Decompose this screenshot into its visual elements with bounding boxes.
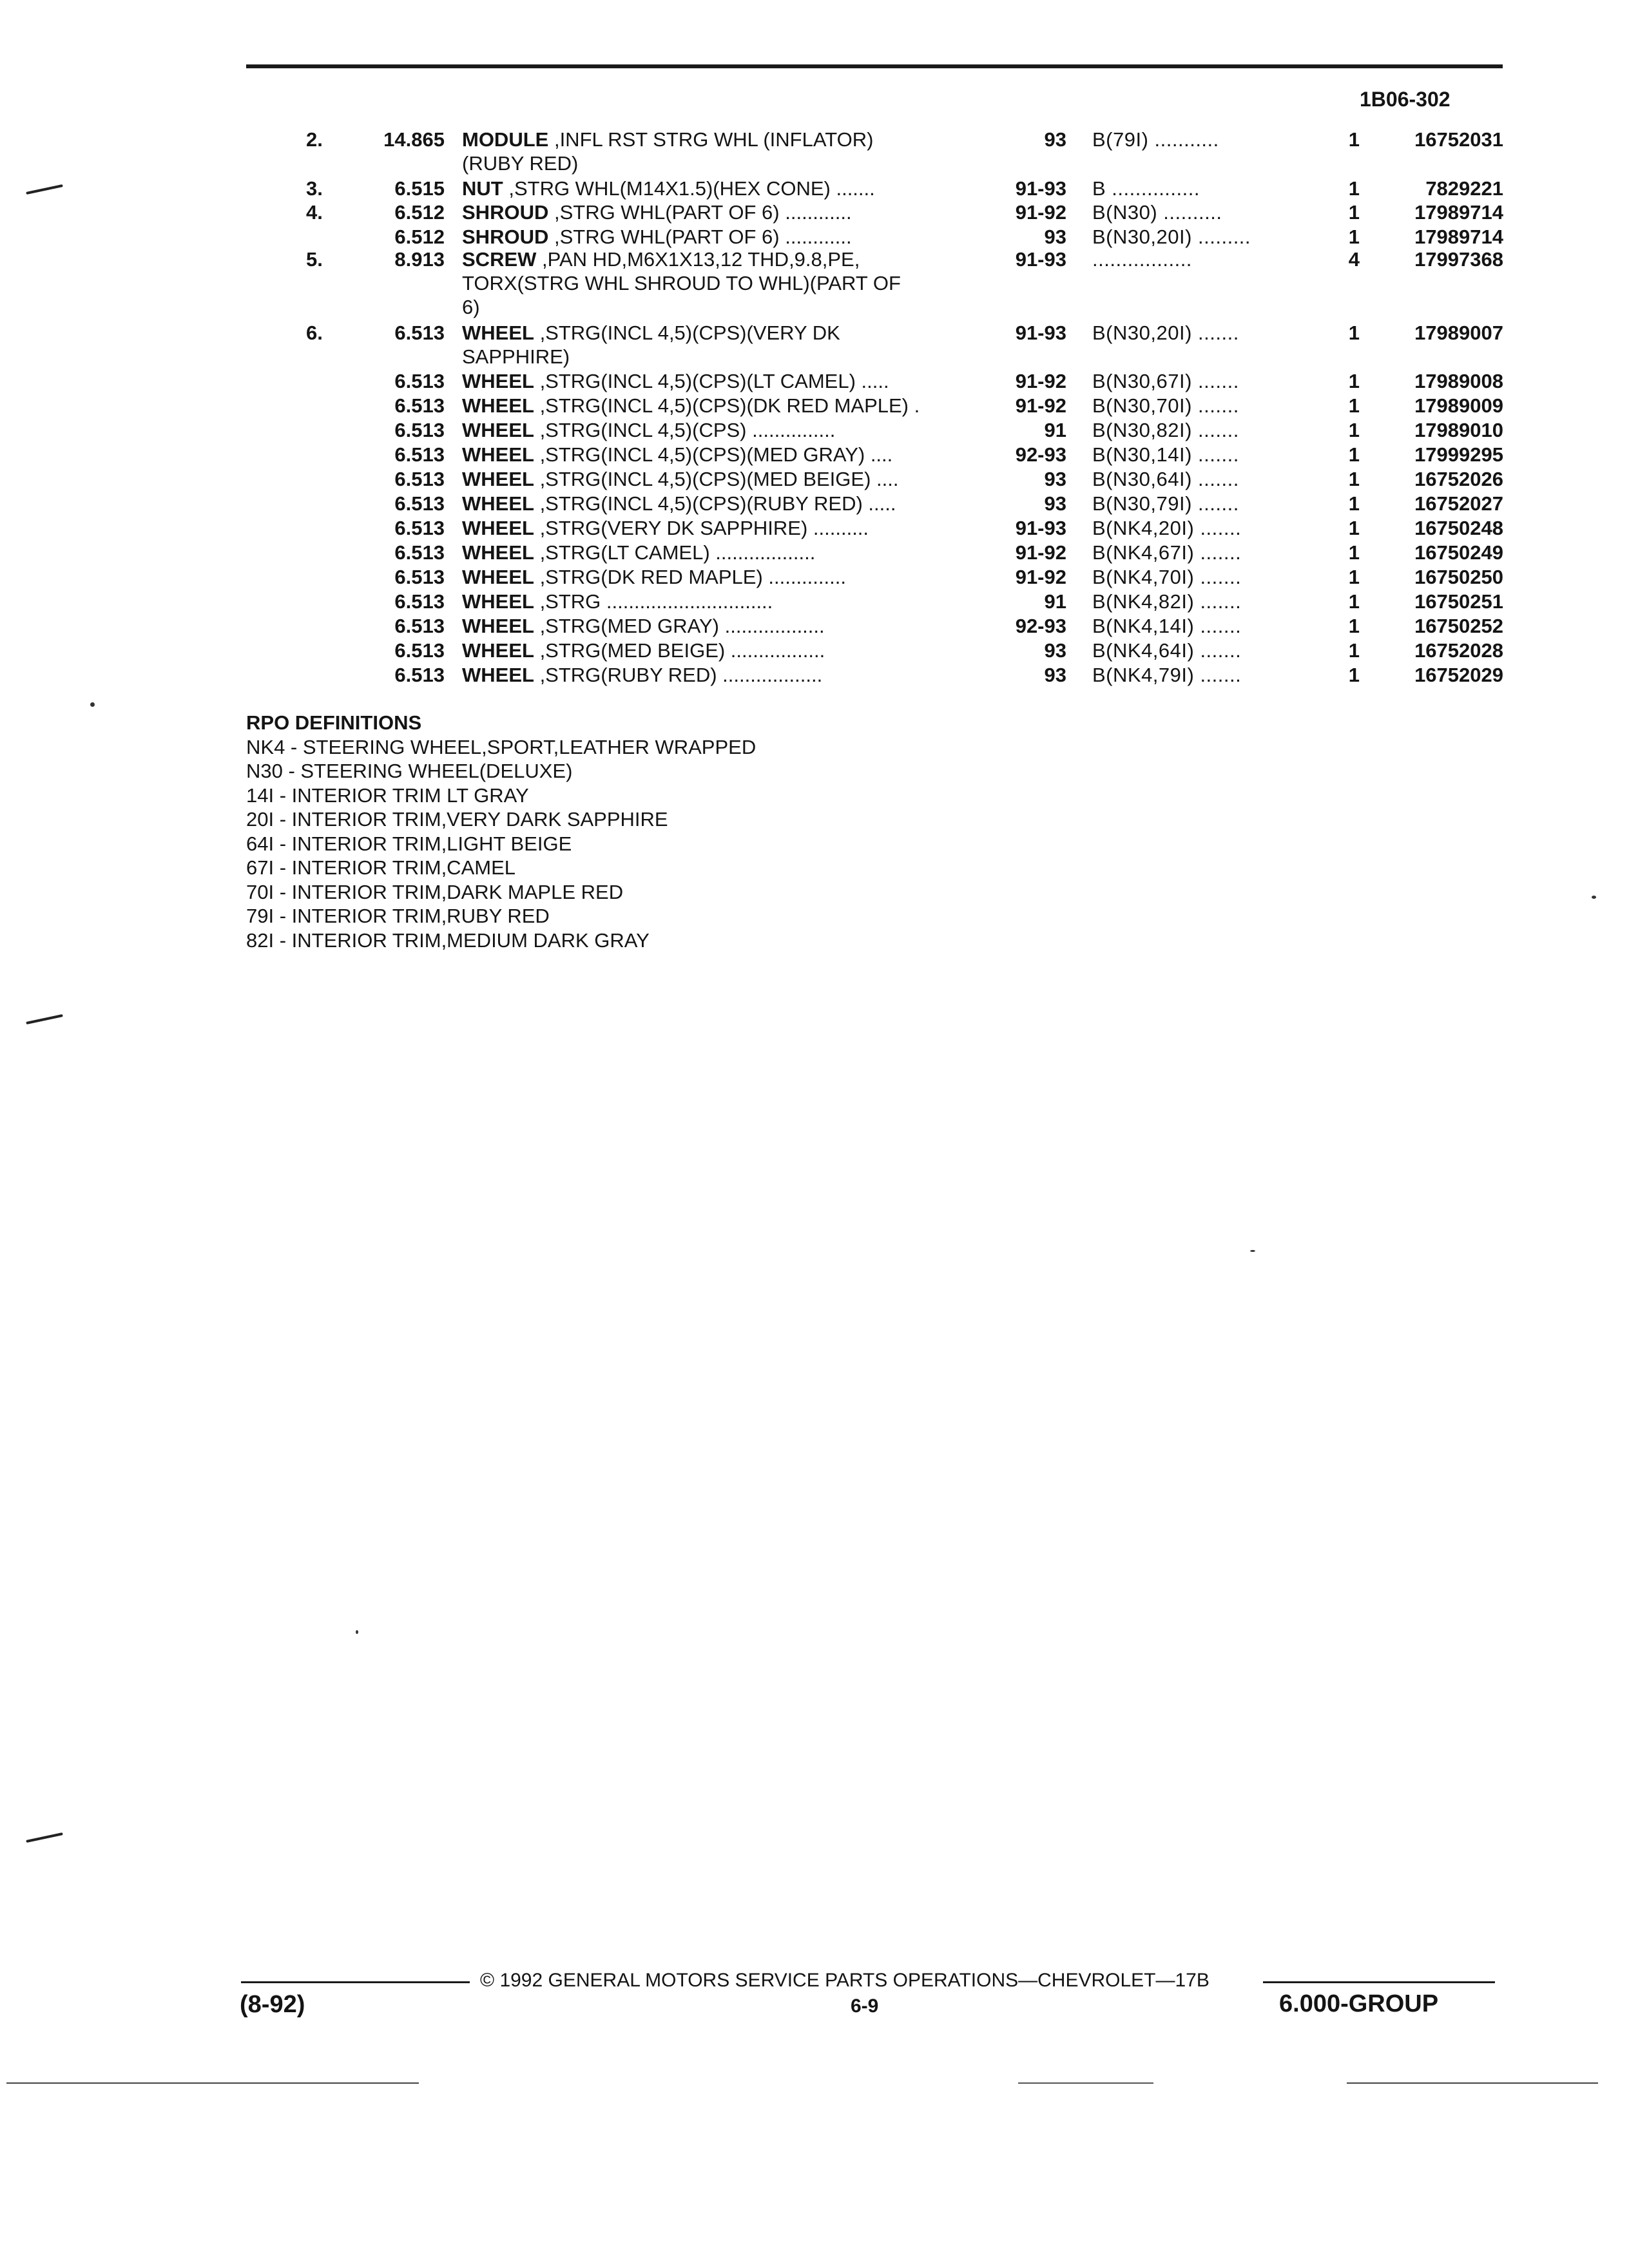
years: 91-92 (1015, 566, 1066, 588)
rpo-item: 70I - INTERIOR TRIM,DARK MAPLE RED (246, 880, 624, 903)
group-number: 6.513 (394, 664, 445, 686)
group-number: 8.913 (394, 248, 445, 271)
part-number: 16750250 (1414, 566, 1503, 588)
parts-row (293, 663, 1505, 687)
years: 93 (1044, 468, 1066, 490)
years: 91-92 (1015, 370, 1066, 392)
part-name: WHEEL (462, 590, 534, 613)
rpo-item: N30 - STEERING WHEEL(DELUXE) (246, 760, 573, 782)
part-name: WHEEL (462, 468, 534, 490)
model-code: B(N30,20I) ......... (1092, 226, 1251, 248)
part-spec: ,STRG(MED GRAY) .................. (539, 615, 825, 637)
model-code: B(NK4,20I) ....... (1092, 517, 1242, 539)
quantity: 1 (1348, 128, 1360, 151)
quantity: 1 (1348, 517, 1360, 539)
part-number: 16750248 (1414, 517, 1503, 539)
years: 91 (1044, 590, 1066, 613)
part-spec: ,STRG WHL(PART OF 6) ............ (554, 201, 852, 224)
rpo-item: NK4 - STEERING WHEEL,SPORT,LEATHER WRAPPED (246, 735, 757, 758)
scan-speck (90, 702, 95, 707)
part-spec: ,STRG(INCL 4,5)(CPS)(MED GRAY) .... (539, 443, 893, 466)
model-code: B(NK4,64I) ....... (1092, 639, 1242, 662)
footer-date: (8-92) (240, 1991, 305, 2018)
part-description-continued: TORX(STRG WHL SHROUD TO WHL)(PART OF (462, 272, 901, 294)
group-number: 6.512 (394, 201, 445, 224)
quantity: 4 (1348, 248, 1360, 271)
part-number: 16752027 (1414, 492, 1503, 515)
part-description (462, 177, 1029, 200)
part-description (462, 247, 1029, 319)
part-name: WHEEL (462, 664, 534, 686)
part-name: NUT (462, 177, 503, 200)
years: 91-93 (1015, 322, 1066, 344)
quantity: 1 (1348, 590, 1360, 613)
bottom-edge-line (1347, 2082, 1598, 2084)
parts-row (293, 541, 1505, 564)
bottom-edge-line (6, 2082, 419, 2084)
model-code: B(NK4,14I) ....... (1092, 615, 1242, 637)
footer-page-number: 6-9 (851, 1995, 879, 2017)
parts-row (293, 492, 1505, 515)
parts-row (293, 565, 1505, 589)
group-number: 14.865 (383, 128, 445, 151)
part-spec: ,STRG(INCL 4,5)(CPS)(VERY DK (539, 322, 840, 344)
part-number: 16752026 (1414, 468, 1503, 490)
part-number: 17989007 (1414, 322, 1503, 344)
model-code: B(N30,14I) ....... (1092, 443, 1239, 466)
model-code: B ............... (1092, 177, 1200, 200)
rpo-item: 79I - INTERIOR TRIM,RUBY RED (246, 905, 550, 927)
years: 91-92 (1015, 201, 1066, 224)
quantity: 1 (1348, 492, 1360, 515)
item-number: 4. (306, 201, 323, 224)
item-number: 5. (306, 248, 323, 271)
part-number: 17999295 (1414, 443, 1503, 466)
bottom-edge-line (1018, 2082, 1153, 2084)
part-spec: ,STRG(MED BEIGE) ................. (539, 639, 825, 662)
years: 93 (1044, 639, 1066, 662)
part-description (462, 369, 1029, 393)
parts-row (293, 177, 1505, 200)
part-spec: ,STRG WHL(M14X1.5)(HEX CONE) ....... (508, 177, 875, 200)
item-number: 3. (306, 177, 323, 200)
model-code: B(NK4,67I) ....... (1092, 541, 1242, 564)
years: 93 (1044, 226, 1066, 248)
footer-rule-left (241, 1981, 470, 1983)
model-code: B(N30,79I) ....... (1092, 492, 1239, 515)
rpo-item: 67I - INTERIOR TRIM,CAMEL (246, 856, 516, 879)
group-number: 6.513 (394, 419, 445, 441)
part-spec: ,STRG .............................. (539, 590, 773, 613)
model-code: ................. (1092, 248, 1192, 271)
part-description (462, 565, 1029, 589)
part-spec: ,STRG(LT CAMEL) .................. (539, 541, 816, 564)
part-description (462, 541, 1029, 564)
years: 93 (1044, 664, 1066, 686)
rpo-item: 64I - INTERIOR TRIM,LIGHT BEIGE (246, 832, 572, 855)
part-number: 17997368 (1414, 248, 1503, 271)
part-number: 16752029 (1414, 664, 1503, 686)
part-name: WHEEL (462, 419, 534, 441)
part-spec: ,STRG(INCL 4,5)(CPS)(DK RED MAPLE) . (539, 394, 920, 417)
part-description-continued: 6) (462, 296, 480, 318)
quantity: 1 (1348, 394, 1360, 417)
part-name: MODULE (462, 128, 549, 151)
footer-rule-right (1263, 1981, 1495, 1983)
years: 91-92 (1015, 541, 1066, 564)
quantity: 1 (1348, 468, 1360, 490)
rpo-title: RPO DEFINITIONS (246, 711, 422, 734)
part-description (462, 467, 1029, 491)
group-number: 6.513 (394, 517, 445, 539)
part-number: 17989714 (1414, 226, 1503, 248)
part-description-continued: (RUBY RED) (462, 152, 579, 175)
model-code: B(N30,82I) ....... (1092, 419, 1239, 441)
part-description (462, 321, 1029, 369)
footer-copyright: © 1992 GENERAL MOTORS SERVICE PARTS OPERATIONS—CHEVROLET—17B (480, 1970, 1210, 1991)
part-name: WHEEL (462, 615, 534, 637)
model-code: B(N30,67I) ....... (1092, 370, 1239, 392)
parts-row (293, 614, 1505, 638)
part-number: 17989009 (1414, 394, 1503, 417)
part-spec: ,STRG(RUBY RED) .................. (539, 664, 823, 686)
part-number: 16750252 (1414, 615, 1503, 637)
margin-mark (26, 1014, 63, 1024)
group-number: 6.513 (394, 394, 445, 417)
parts-row (293, 321, 1505, 369)
quantity: 1 (1348, 419, 1360, 441)
model-code: B(NK4,82I) ....... (1092, 590, 1242, 613)
part-number: 16750249 (1414, 541, 1503, 564)
part-spec: ,STRG(INCL 4,5)(CPS) ............... (539, 419, 836, 441)
part-description (462, 394, 1029, 418)
part-name: WHEEL (462, 394, 534, 417)
model-code: B(N30) .......... (1092, 201, 1222, 224)
part-description (462, 614, 1029, 638)
years: 91-93 (1015, 177, 1066, 200)
model-code: B(N30,64I) ....... (1092, 468, 1239, 490)
item-number: 6. (306, 322, 323, 344)
part-spec: ,PAN HD,M6X1X13,12 THD,9.8,PE, (542, 248, 860, 271)
parts-row (293, 128, 1505, 175)
margin-mark (26, 184, 63, 195)
footer-group: 6.000-GROUP (1279, 1990, 1439, 2017)
part-description (462, 639, 1029, 662)
part-spec: ,STRG(INCL 4,5)(CPS)(LT CAMEL) ..... (539, 370, 889, 392)
part-name: WHEEL (462, 322, 534, 344)
quantity: 1 (1348, 226, 1360, 248)
years: 93 (1044, 492, 1066, 515)
part-description (462, 418, 1029, 442)
part-name: WHEEL (462, 443, 534, 466)
part-description (462, 200, 1029, 224)
group-number: 6.515 (394, 177, 445, 200)
part-name: SHROUD (462, 201, 549, 224)
parts-row (293, 200, 1505, 224)
part-number: 16752028 (1414, 639, 1503, 662)
part-description (462, 443, 1029, 466)
rpo-item: 82I - INTERIOR TRIM,MEDIUM DARK GRAY (246, 928, 650, 952)
part-spec: ,INFL RST STRG WHL (INFLATOR) (554, 128, 874, 151)
scan-speck (356, 1630, 358, 1634)
item-number: 2. (306, 128, 323, 151)
part-number: 17989714 (1414, 201, 1503, 224)
quantity: 1 (1348, 322, 1360, 344)
part-name: SHROUD (462, 226, 549, 248)
parts-row (293, 247, 1505, 319)
years: 91 (1044, 419, 1066, 441)
quantity: 1 (1348, 615, 1360, 637)
rpo-definitions (246, 711, 756, 952)
quantity: 1 (1348, 201, 1360, 224)
quantity: 1 (1348, 664, 1360, 686)
part-number: 17989008 (1414, 370, 1503, 392)
group-number: 6.513 (394, 322, 445, 344)
group-number: 6.513 (394, 492, 445, 515)
part-number: 17989010 (1414, 419, 1503, 441)
years: 92-93 (1015, 615, 1066, 637)
part-description (462, 590, 1029, 613)
quantity: 1 (1348, 639, 1360, 662)
years: 93 (1044, 128, 1066, 151)
model-code: B(NK4,70I) ....... (1092, 566, 1242, 588)
margin-mark (26, 1832, 63, 1843)
part-description (462, 128, 1029, 175)
quantity: 1 (1348, 443, 1360, 466)
parts-row (293, 443, 1505, 466)
group-number: 6.513 (394, 615, 445, 637)
years: 91-93 (1015, 517, 1066, 539)
part-name: WHEEL (462, 492, 534, 515)
part-name: WHEEL (462, 541, 534, 564)
quantity: 1 (1348, 177, 1360, 200)
group-number: 6.513 (394, 590, 445, 613)
years: 91-92 (1015, 394, 1066, 417)
years: 91-93 (1015, 248, 1066, 271)
model-code: B(79I) ........... (1092, 128, 1219, 151)
group-number: 6.513 (394, 443, 445, 466)
rpo-item: 14I - INTERIOR TRIM LT GRAY (246, 783, 529, 807)
part-name: WHEEL (462, 517, 534, 539)
parts-row (293, 225, 1505, 249)
part-number: 7829221 (1425, 177, 1503, 200)
scan-speck (1250, 1250, 1255, 1252)
part-description (462, 492, 1029, 515)
part-spec: ,STRG(VERY DK SAPPHIRE) .......... (539, 517, 869, 539)
page-code: 1B06-302 (1360, 88, 1451, 111)
part-name: WHEEL (462, 370, 534, 392)
part-name: SCREW (462, 248, 537, 271)
parts-row (293, 418, 1505, 442)
parts-row (293, 516, 1505, 540)
part-spec: ,STRG(DK RED MAPLE) .............. (539, 566, 846, 588)
part-spec: ,STRG(INCL 4,5)(CPS)(MED BEIGE) .... (539, 468, 899, 490)
part-spec: ,STRG(INCL 4,5)(CPS)(RUBY RED) ..... (539, 492, 896, 515)
quantity: 1 (1348, 370, 1360, 392)
group-number: 6.513 (394, 541, 445, 564)
part-number: 16750251 (1414, 590, 1503, 613)
group-number: 6.513 (394, 370, 445, 392)
group-number: 6.512 (394, 226, 445, 248)
scan-speck (1592, 896, 1596, 899)
rpo-item: 20I - INTERIOR TRIM,VERY DARK SAPPHIRE (246, 808, 668, 831)
model-code: B(NK4,79I) ....... (1092, 664, 1242, 686)
part-description (462, 663, 1029, 687)
model-code: B(N30,20I) ....... (1092, 322, 1239, 344)
group-number: 6.513 (394, 566, 445, 588)
group-number: 6.513 (394, 639, 445, 662)
parts-row (293, 590, 1505, 613)
part-name: WHEEL (462, 639, 534, 662)
part-description (462, 516, 1029, 540)
parts-row (293, 369, 1505, 393)
part-spec: ,STRG WHL(PART OF 6) ............ (554, 226, 852, 248)
quantity: 1 (1348, 541, 1360, 564)
quantity: 1 (1348, 566, 1360, 588)
part-number: 16752031 (1414, 128, 1503, 151)
group-number: 6.513 (394, 468, 445, 490)
parts-row (293, 639, 1505, 662)
part-description (462, 225, 1029, 249)
years: 92-93 (1015, 443, 1066, 466)
part-description-continued: SAPPHIRE) (462, 345, 570, 368)
parts-row (293, 467, 1505, 491)
header-rule (246, 64, 1503, 68)
part-name: WHEEL (462, 566, 534, 588)
model-code: B(N30,70I) ....... (1092, 394, 1239, 417)
parts-row (293, 394, 1505, 418)
